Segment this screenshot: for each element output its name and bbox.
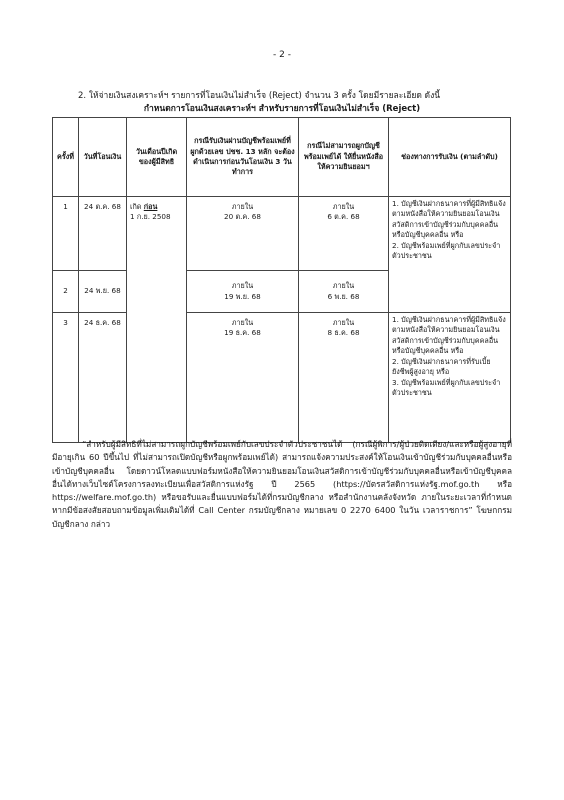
- channel-item: 2. บัญชีเงินฝากธนาคารที่รับเบี้ยยังชีพผู้สูงอายุ หรือ: [392, 356, 491, 377]
- row-consent-deadline: ภายใน 6 พ.ย. 68: [299, 271, 389, 313]
- channel-item: 1. บัญชีเงินฝากธนาคารที่ผู้มีสิทธิแจ้งตามหนังสือให้ความยินยอมโอนเงินสวัสดิการเข้าบัญชีร่วมกับบุคคลอื่นหรือบัญชีบุคคลอื่น หรือ: [392, 315, 506, 356]
- birth-before-emphasis: ก่อน: [143, 202, 158, 211]
- row-transfer-date: 24 พ.ย. 68: [79, 271, 127, 313]
- page-number: - 2 -: [273, 50, 291, 60]
- header-birth-date: วันเดือนปีเกิดของผู้มีสิทธิ: [127, 118, 187, 197]
- header-consent: กรณีไม่สามารถผูกบัญชีพร้อมเพย์ได้ ให้ยื่นหนังสือให้ความยินยอมฯ: [299, 118, 389, 197]
- row-promptpay-deadline: ภายใน 20 ต.ค. 68: [187, 197, 299, 271]
- schedule-table: [52, 117, 511, 443]
- row-number: 2: [53, 271, 79, 313]
- header-round: ครั้งที่: [53, 118, 79, 197]
- intro-line: 2. ให้จ่ายเงินสงเคราะห์ฯ รายการที่โอนเงินไม่สำเร็จ (Reject) จำนวน 3 ครั้ง โดยมีรายละเอียด ดังนี้: [78, 91, 441, 101]
- row-promptpay-deadline: ภายใน 19 พ.ย. 68: [187, 271, 299, 313]
- channel-item: 3. บัญชีพร้อมเพย์ที่ผูกกับเลขประจำตัวประชาชน: [392, 377, 501, 398]
- table-title: กำหนดการโอนเงินสงเคราะห์ฯ สำหรับรายการที่โอนเงินไม่สำเร็จ (Reject): [143, 104, 421, 114]
- table-row: [53, 197, 511, 271]
- row-consent-deadline: ภายใน 6 ต.ค. 68: [299, 197, 389, 271]
- body-paragraph: “สำหรับผู้มีสิทธิที่ไม่สามารถผูกบัญชีพร้อมเพย์กับเลขประจำตัวประชาชนได้ (กรณีผู้พิการ/ผู้ป่วยติดเตียง/และหรือผู้สูงอายุที่มีอายุเกิน 60 ปีขึ้นไป ที่ไม่สามารถเปิดบัญชีหรือผูกพร้อมเพย์ได้) สามารถแจ้งความประสงค์ให้โอนเงินเข้าบัญชีร่วมกับบุคคลอื่นหรือเข้าบัญชีบุคคลอื่น โดยดาวน์โหลดแบบฟอร์มหนังสือให้ความยินยอมโอนเงินสวัสดิการเข้าบัญชีร่วมกับบุคคลอื่นหรือเข้าบัญชีบุคคลอื่นได้ทางเว็บไซต์โครงการลงทะเบียนเพื่อสวัสดิการแห่งรัฐ ปี 2565 (https://บัตรสวัสดิการแห่งรัฐ.mof.go.th หรือ https://welfare.mof.go.th) หรือขอรับและยื่นแบบฟอร์มได้ที่กรมบัญชีกลาง หรือสำนักงานคลังจังหวัด ภายในระยะเวลาที่กำหนด หากมีข้อสงสัยสอบถามข้อมูลเพิ่มเติมได้ที่ Call Center กรมบัญชีกลาง หมายเลข 0 2270 6400 ในวัน เวลาราชการ” โฆษกกรมบัญชีกลาง กล่าว: [52, 439, 512, 529]
- row-transfer-date: 24 ธ.ค. 68: [79, 313, 127, 443]
- channels-cell-3: [389, 313, 511, 443]
- row-consent-deadline: ภายใน 8 ธ.ค. 68: [299, 313, 389, 443]
- birth-prefix: เกิด: [130, 202, 142, 211]
- row-promptpay-deadline: ภายใน 19 ธ.ค. 68: [187, 313, 299, 443]
- channel-item: 1. บัญชีเงินฝากธนาคารที่ผู้มีสิทธิแจ้งตามหนังสือให้ความยินยอมโอนเงินสวัสดิการเข้าบัญชีร่วมกับบุคคลอื่นหรือบัญชีบุคคลอื่น หรือ: [392, 199, 506, 240]
- row-number: 1: [53, 197, 79, 271]
- birth-date: 1 ก.ย. 2508: [130, 212, 171, 222]
- row-number: 3: [53, 313, 79, 443]
- channels-cell-1: [389, 197, 511, 313]
- birth-date-cell: [127, 197, 187, 443]
- header-promptpay: กรณีรับเงินผ่านบัญชีพร้อมเพย์ที่ผูกด้วยเลข ปชช. 13 หลัก จะต้องดำเนินการก่อนวันโอนเงิน 3 วันทำการ: [187, 118, 299, 197]
- row-transfer-date: 24 ต.ค. 68: [79, 197, 127, 271]
- table-header-row: [53, 118, 511, 197]
- header-transfer-date: วันที่โอนเงิน: [79, 118, 127, 197]
- header-channels: ช่องทางการรับเงิน (ตามลำดับ): [389, 118, 511, 197]
- channel-item: 2. บัญชีพร้อมเพย์ที่ผูกกับเลขประจำตัวประชาชน: [392, 240, 501, 261]
- table-row: [53, 313, 511, 443]
